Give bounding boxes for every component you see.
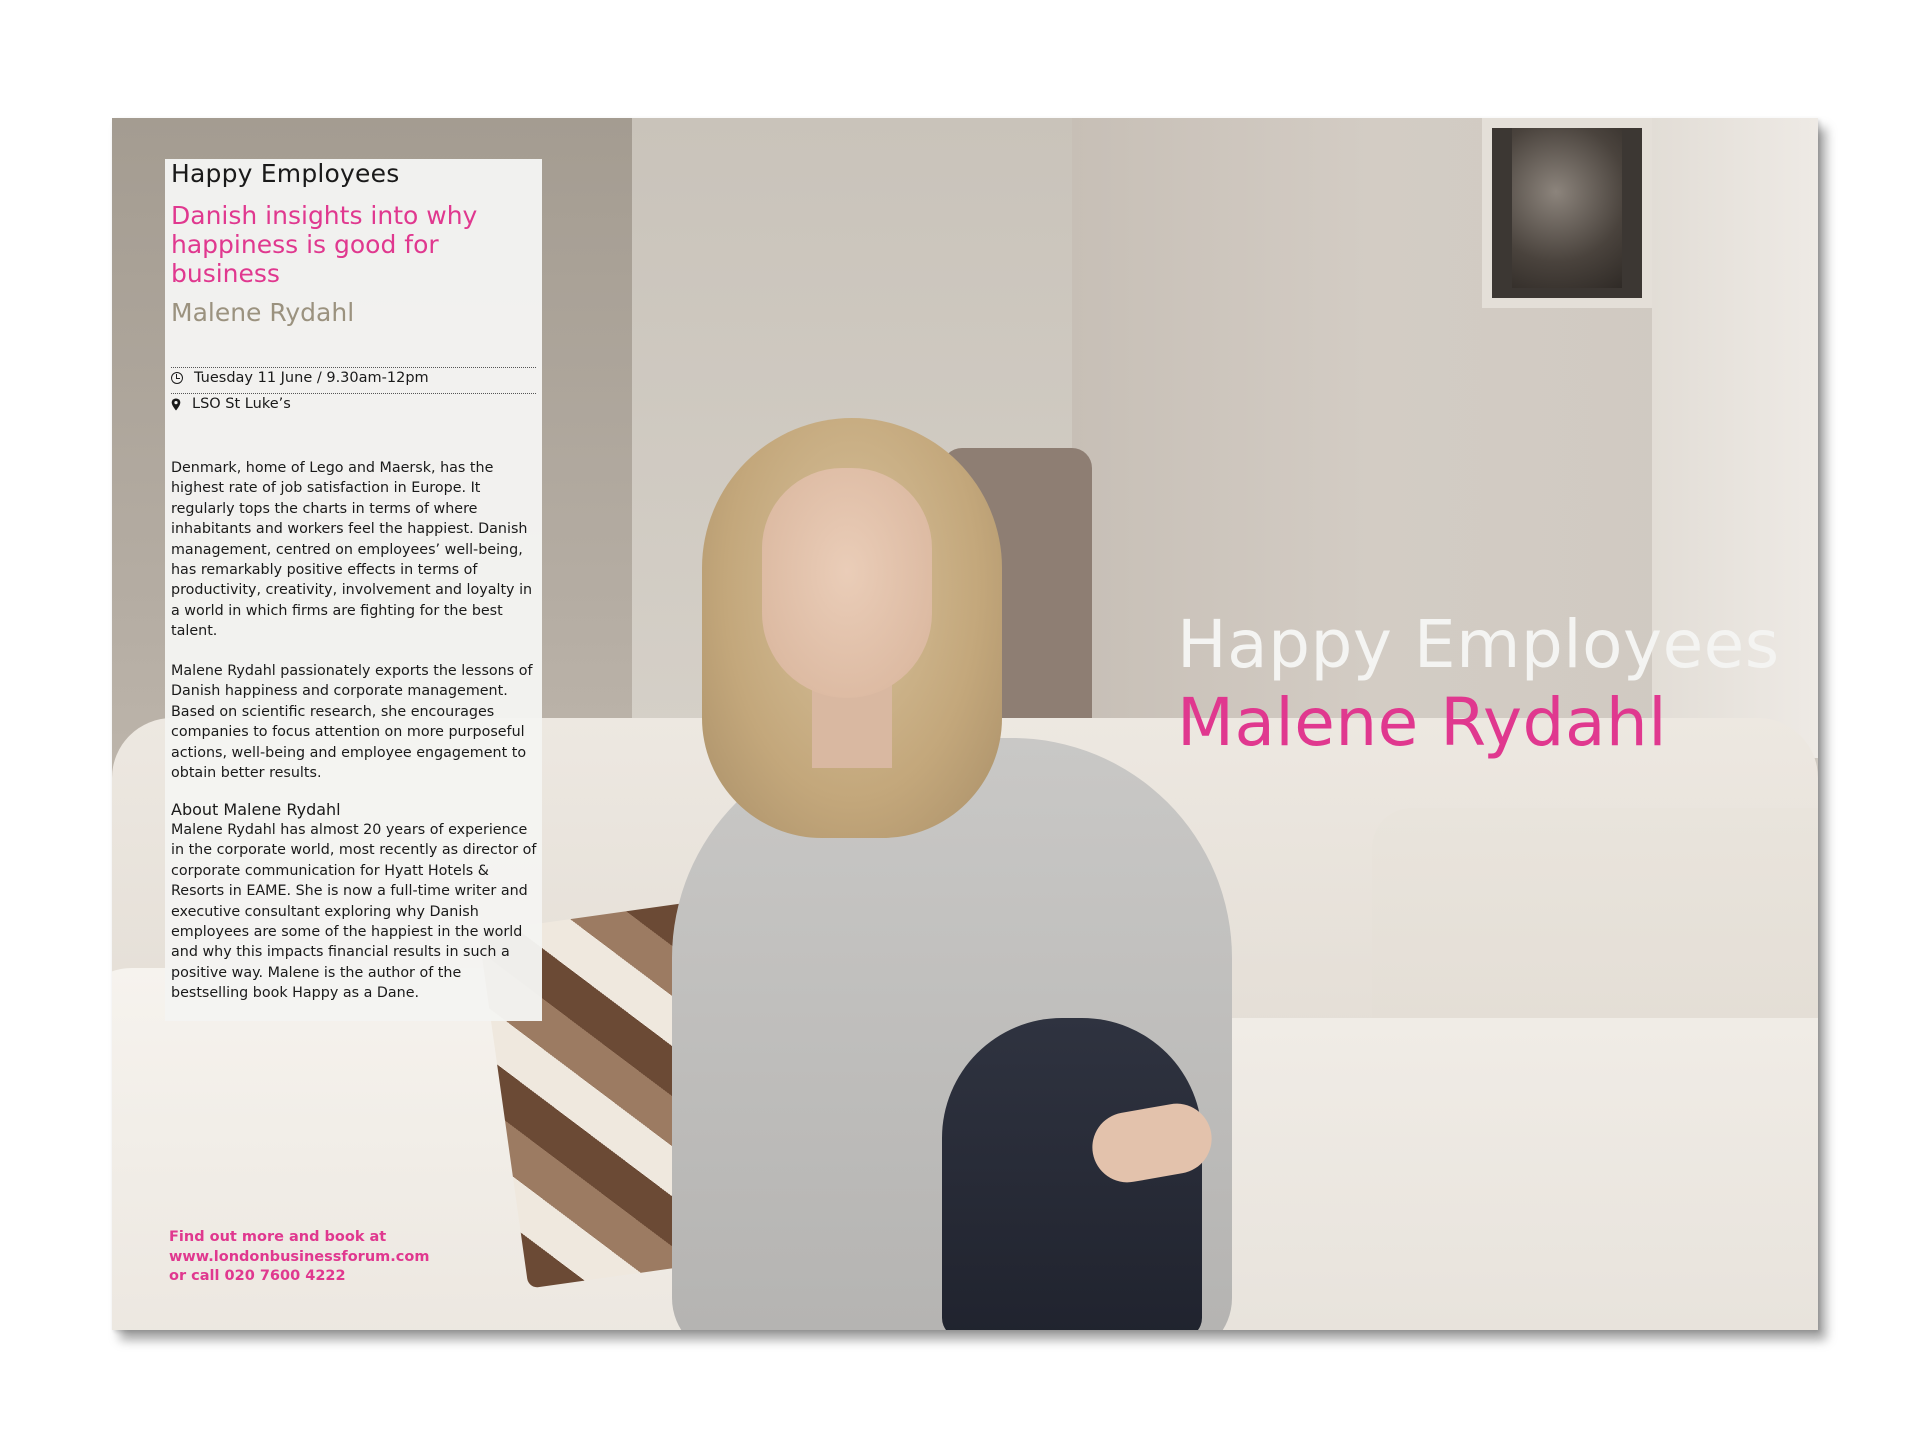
booking-url[interactable]: www.londonbusinessforum.com xyxy=(169,1248,430,1265)
event-subtitle: Danish insights into why happiness is good for business xyxy=(171,201,478,288)
description-paragraph-2: Malene Rydahl passionately exports the lessons of Danish happiness and corporate management. Based on scientific research, she encourages companies to focus attention on more purposeful actions, well-being and employee engagement to obtain better results. xyxy=(171,663,533,782)
booking-phone: or call 020 7600 4222 xyxy=(169,1268,346,1284)
framed-photo xyxy=(1512,128,1622,288)
event-info-panel xyxy=(165,159,542,1021)
booking-info xyxy=(169,1228,429,1287)
event-datetime-row xyxy=(171,370,429,386)
event-venue-row xyxy=(171,396,291,412)
description-paragraph-1: Denmark, home of Lego and Maersk, has the highest rate of job satisfaction in Europe. It regularly tops the charts in terms of where inhabitants and workers feel the happiest. Danish management, centred on employees’ well-being, has remarkably positive effects in terms of productivity, creativity, involvement and loyalty in a world in which firms are fighting for the best talent. xyxy=(171,460,533,640)
person-face xyxy=(762,468,932,698)
booking-line-1: Find out more and book at xyxy=(169,1229,387,1245)
event-datetime: Tuesday 11 June / 9.30am-12pm xyxy=(194,370,429,386)
brochure-spread xyxy=(112,118,1818,1330)
headline-title: Happy Employees xyxy=(1177,606,1780,683)
event-venue: LSO St Luke’s xyxy=(192,396,291,412)
divider xyxy=(171,367,536,368)
speaker-name: Malene Rydahl xyxy=(171,298,355,327)
clock-icon xyxy=(171,372,183,384)
picture-frame xyxy=(1482,118,1652,308)
event-title: Happy Employees xyxy=(171,159,400,188)
headline-speaker: Malene Rydahl xyxy=(1177,684,1668,761)
map-pin-icon xyxy=(171,398,181,410)
divider xyxy=(171,393,536,394)
about-heading: About Malene Rydahl xyxy=(171,800,341,819)
about-text: Malene Rydahl has almost 20 years of experience in the corporate world, most recently as director of corporate communication for Hyatt Hotels & Resorts in EAME. She is now a full-time writer and executive consultant exploring why Danish employees are some of the happiest in the world and why this impacts financial results in such a positive way. Malene is the author of the bestselling book Happy as a Dane. xyxy=(171,822,537,1002)
